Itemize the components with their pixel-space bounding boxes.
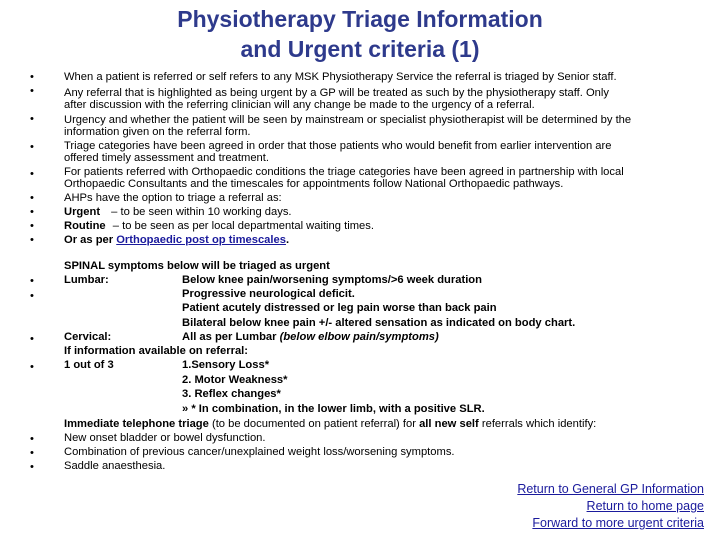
intro-line: When a patient is referred or self refers to any MSK Physiotherapy Service the referral is triaged by Senior staff. <box>64 71 617 83</box>
bullet: • <box>30 141 34 153</box>
bullet: • <box>30 113 34 125</box>
lumbar-item: Below knee pain/worsening symptoms/>6 week duration <box>182 274 482 286</box>
bullet: • <box>30 275 34 287</box>
bullet: • <box>30 461 34 473</box>
or-as-per-prefix: Or as per <box>64 234 117 246</box>
bullet: • <box>30 206 34 218</box>
return-home-link[interactable]: Return to home page <box>586 499 704 513</box>
intro-line: Orthopaedic Consultants and the timescales for appointments follow National Orthopaedic pathways. <box>64 178 564 190</box>
or-as-per-line <box>64 234 289 247</box>
bullet: • <box>30 447 34 459</box>
urgent-line <box>64 206 292 219</box>
immediate-triage-line <box>64 418 596 431</box>
lumbar-item: Patient acutely distressed or leg pain worse than back pain <box>182 302 497 314</box>
intro-line: Any referral that is highlighted as being urgent by a GP will be treated as such by the physiotherapy staff. Only <box>64 87 609 99</box>
immediate-end: referrals which identify: <box>478 418 597 430</box>
bullet: • <box>30 333 34 345</box>
routine-line <box>64 220 374 233</box>
lumbar-block <box>64 274 684 287</box>
bullet: • <box>30 220 34 232</box>
bullet: • <box>30 192 34 204</box>
lumbar-item: Bilateral below knee pain +/- altered sensation as indicated on body chart. <box>182 317 576 329</box>
bullet: • <box>30 71 34 83</box>
intro-line: offered timely assessment and treatment. <box>64 152 269 164</box>
intro-line: For patients referred with Orthopaedic conditions the triage categories have been agreed in partnership with local <box>64 166 624 178</box>
bullet: • <box>30 433 34 445</box>
return-general-gp-link[interactable]: Return to General GP Information <box>517 482 704 496</box>
cervical-text <box>182 331 439 344</box>
red-flag-item: New onset bladder or bowel dysfunction. <box>64 432 266 444</box>
bullet: • <box>30 168 34 180</box>
cervical-main: All as per Lumbar <box>182 331 280 343</box>
intro-line: after discussion with the referring clinician will any change be made to the urgency of a referral. <box>64 99 535 111</box>
urgent-text: – to be seen within 10 working days. <box>111 206 292 218</box>
cervical-italic: (below elbow pain/symptoms) <box>279 331 439 343</box>
lumbar-item: Progressive neurological deficit. <box>182 288 355 300</box>
loss-item: 1.Sensory Loss* <box>182 359 270 371</box>
lumbar-label: Lumbar: <box>64 274 109 286</box>
if-info-line: If information available on referral: <box>64 345 249 357</box>
immediate-bold: Immediate telephone triage <box>64 418 209 430</box>
immediate-bold-2: all new self <box>419 418 479 430</box>
loss-item: 3. Reflex changes* <box>182 388 281 400</box>
loss-item: 2. Motor Weakness* <box>182 374 288 386</box>
bullet: • <box>30 290 34 302</box>
title-line-2: and Urgent criteria (1) <box>240 36 480 62</box>
intro-line: information given on the referral form. <box>64 126 251 138</box>
intro-line: AHPs have the option to triage a referral as: <box>64 192 282 204</box>
spinal-heading: SPINAL symptoms below will be triaged as urgent <box>64 260 330 272</box>
immediate-mid: (to be documented on patient referral) for <box>208 418 420 430</box>
cervical-label: Cervical: <box>64 331 112 343</box>
orthopaedic-post-op-link[interactable]: Orthopaedic post op timescales <box>116 234 286 246</box>
bullet: • <box>30 85 34 97</box>
intro-line: Triage categories have been agreed in order that those patients who would benefit from earlier intervention are <box>64 140 612 152</box>
forward-urgent-criteria-link[interactable]: Forward to more urgent criteria <box>532 516 704 530</box>
bullet: • <box>30 361 34 373</box>
title-line-1: Physiotherapy Triage Information <box>177 6 543 32</box>
combination-line: » * In combination, in the lower limb, with a positive SLR. <box>182 403 485 415</box>
bullet: • <box>30 234 34 246</box>
one-of-three: 1 out of 3 <box>64 359 114 371</box>
page-title <box>0 4 720 64</box>
urgent-label: Urgent <box>64 206 101 218</box>
intro-line: Urgency and whether the patient will be seen by mainstream or specialist physiotherapist will be determined by the <box>64 114 632 126</box>
routine-text: – to be seen as per local departmental waiting times. <box>112 220 374 232</box>
or-as-per-suffix: . <box>285 234 290 246</box>
red-flag-item: Combination of previous cancer/unexplained weight loss/worsening symptoms. <box>64 446 455 458</box>
routine-label: Routine <box>64 220 106 232</box>
red-flag-item: Saddle anaesthesia. <box>64 460 166 472</box>
